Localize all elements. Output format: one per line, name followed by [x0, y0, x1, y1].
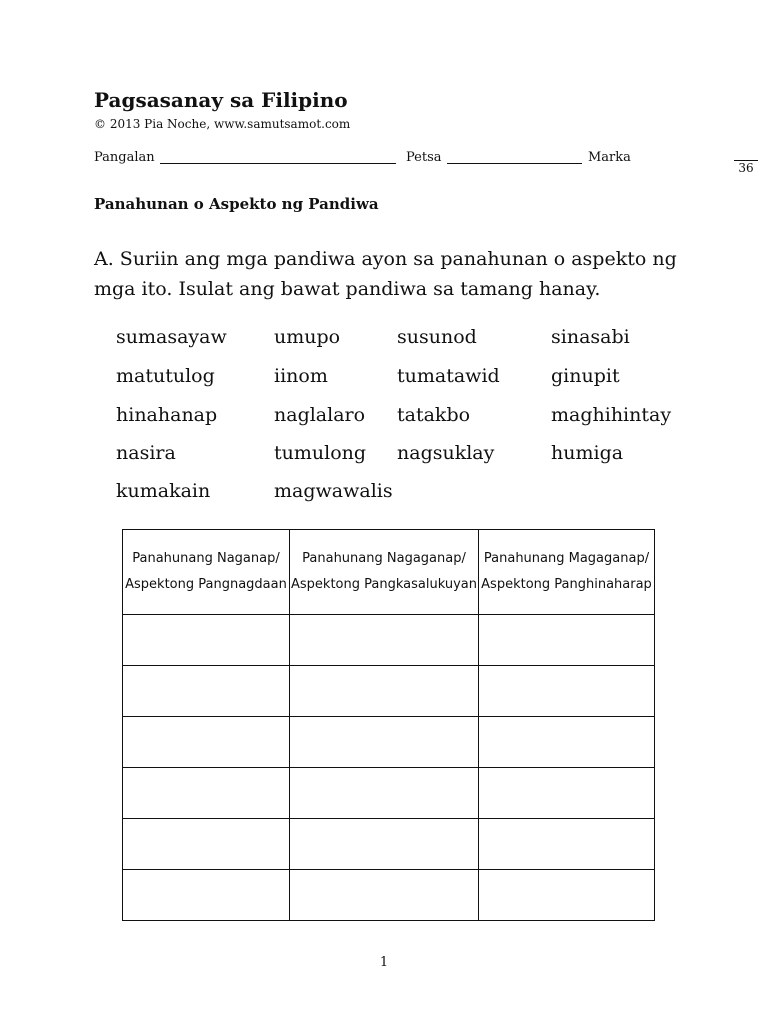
- classification-table: [122, 529, 655, 921]
- answer-cell[interactable]: [123, 717, 290, 768]
- answer-cell[interactable]: [479, 615, 655, 666]
- score-total: 36: [738, 161, 754, 175]
- header-line: Panahunang Naganap/: [132, 551, 280, 566]
- score-fraction: [734, 150, 758, 175]
- answer-cell[interactable]: [123, 666, 290, 717]
- header-line: Aspektong Pangnagdaan: [125, 577, 287, 592]
- word-item: nagsuklay: [397, 442, 495, 464]
- answer-cell[interactable]: [479, 870, 655, 921]
- table-row: [123, 819, 655, 870]
- word-item: tatakbo: [397, 404, 471, 426]
- answer-cell[interactable]: [479, 717, 655, 768]
- student-info-fields: [94, 150, 754, 180]
- word-item: sinasabi: [551, 326, 630, 348]
- answer-cell[interactable]: [290, 870, 479, 921]
- answer-cell[interactable]: [290, 615, 479, 666]
- word-item: umupo: [274, 326, 341, 348]
- word-item: ginupit: [551, 365, 620, 387]
- word-item: humiga: [551, 442, 624, 464]
- name-label: Pangalan: [94, 150, 155, 165]
- word-item: susunod: [397, 326, 477, 348]
- answer-cell[interactable]: [479, 666, 655, 717]
- column-header-past: [123, 530, 290, 615]
- date-field[interactable]: [447, 163, 582, 164]
- answer-cell[interactable]: [123, 819, 290, 870]
- table-row: [123, 666, 655, 717]
- word-item: maghihintay: [551, 404, 672, 426]
- page-number: 1: [379, 955, 389, 970]
- word-item: magwawalis: [274, 480, 393, 502]
- answer-cell[interactable]: [290, 666, 479, 717]
- word-item: nasira: [116, 442, 176, 464]
- answer-cell[interactable]: [123, 870, 290, 921]
- answer-cell[interactable]: [479, 768, 655, 819]
- column-header-future: [479, 530, 655, 615]
- answer-cell[interactable]: [290, 768, 479, 819]
- word-bank: [116, 326, 696, 516]
- word-item: matutulog: [116, 365, 215, 387]
- header-line: Panahunang Magaganap/: [483, 551, 650, 566]
- instruction-text: A. Suriin ang mga pandiwa ayon sa panahunan o aspekto ng mga ito. Isulat ang bawat pandiwa sa tamang hanay.: [94, 248, 677, 300]
- word-item: hinahanap: [116, 404, 218, 426]
- column-header-present: [290, 530, 479, 615]
- score-label: Marka: [588, 150, 631, 165]
- table-row: [123, 870, 655, 921]
- header-line: Panahunang Nagaganap/: [302, 551, 466, 566]
- answer-cell[interactable]: [123, 768, 290, 819]
- answer-cell[interactable]: [123, 615, 290, 666]
- table-row: [123, 717, 655, 768]
- word-item: kumakain: [116, 480, 211, 502]
- word-item: tumulong: [274, 442, 367, 464]
- header-line: Aspektong Pangkasalukuyan: [291, 577, 477, 592]
- answer-cell[interactable]: [290, 819, 479, 870]
- word-item: tumatawid: [397, 365, 500, 387]
- date-label: Petsa: [406, 150, 442, 165]
- copyright-line: © 2013 Pia Noche, www.samutsamot.com: [94, 117, 351, 131]
- table-row: [123, 768, 655, 819]
- answer-cell[interactable]: [290, 717, 479, 768]
- answer-cell[interactable]: [479, 819, 655, 870]
- section-title: Panahunan o Aspekto ng Pandiwa: [94, 195, 379, 213]
- table-header-row: [123, 530, 655, 615]
- word-item: naglalaro: [274, 404, 366, 426]
- page-title: Pagsasanay sa Filipino: [94, 88, 348, 112]
- word-item: sumasayaw: [116, 326, 227, 348]
- table-row: [123, 615, 655, 666]
- header-line: Aspektong Panghinaharap: [481, 577, 652, 592]
- name-field[interactable]: [160, 163, 396, 164]
- word-item: iinom: [274, 365, 328, 387]
